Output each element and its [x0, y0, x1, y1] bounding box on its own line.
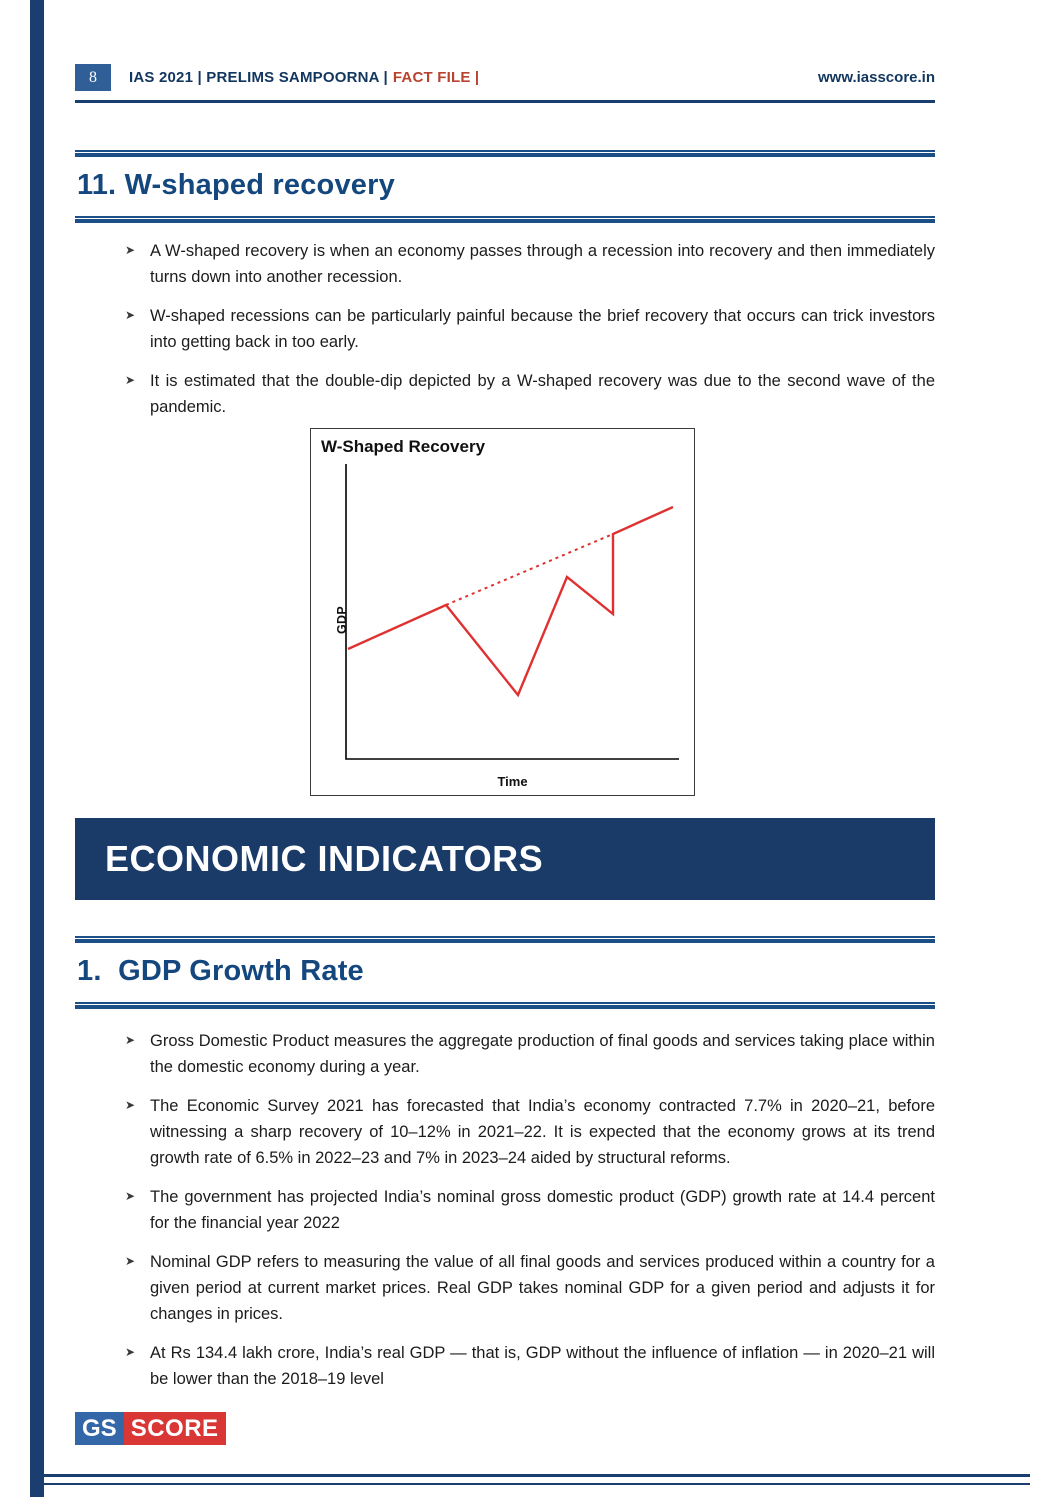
gs-score-logo	[75, 1412, 226, 1445]
logo-score: SCORE	[124, 1412, 226, 1445]
bullet-arrow-icon: ➤	[125, 373, 136, 387]
section-title-gdp: 1. GDP Growth Rate	[77, 955, 364, 987]
section-rule-top	[75, 150, 935, 157]
page-header	[75, 64, 935, 103]
chart-ylabel: GDP	[335, 606, 349, 634]
bullet-text: At Rs 134.4 lakh crore, India’s real GDP — that is, GDP without the influence of inflation — in 2020–21 will be lower than the 2018–19 level	[150, 1344, 935, 1388]
bullet-arrow-icon: ➤	[125, 1345, 136, 1359]
list-item	[75, 1093, 935, 1171]
list-item	[75, 238, 935, 290]
section-title-w-recovery: 11. W-shaped recovery	[77, 169, 395, 201]
list-item	[75, 303, 935, 355]
footer-rule-top	[30, 1474, 1030, 1477]
section-w-recovery-heading	[75, 150, 935, 223]
list-item	[75, 1340, 935, 1392]
section-gdp-heading	[75, 936, 935, 1009]
bullet-arrow-icon: ➤	[125, 1189, 136, 1203]
gdp-bullet-list	[75, 1028, 935, 1405]
bullet-arrow-icon: ➤	[125, 1098, 136, 1112]
list-item	[75, 1028, 935, 1080]
header-website: www.iasscore.in	[818, 69, 935, 86]
list-item	[75, 1249, 935, 1327]
left-accent-strip	[30, 0, 44, 1497]
section-rule-bottom	[75, 1002, 935, 1009]
bullet-arrow-icon: ➤	[125, 308, 136, 322]
page-number-badge: 8	[75, 64, 111, 91]
footer-rule-bottom	[30, 1483, 1030, 1485]
list-item	[75, 368, 935, 420]
bullet-arrow-icon: ➤	[125, 1254, 136, 1268]
list-item	[75, 1184, 935, 1236]
bullet-text: A W-shaped recovery is when an economy passes through a recession into recovery and then immediately turns down into another recession.	[150, 242, 935, 286]
chart-xlabel: Time	[497, 774, 528, 789]
bullet-arrow-icon: ➤	[125, 243, 136, 257]
section-rule-bottom	[75, 216, 935, 223]
bullet-text: It is estimated that the double-dip depicted by a W-shaped recovery was due to the second wave of the pandemic.	[150, 372, 935, 416]
section-rule-top	[75, 936, 935, 943]
w-chart-svg	[311, 429, 696, 797]
w-shaped-recovery-chart	[310, 428, 695, 796]
header-fact-file-label: FACT FILE |	[392, 69, 480, 86]
header-title: IAS 2021 | PRELIMS SAMPOORNA |	[129, 69, 388, 86]
chart-title: W-Shaped Recovery	[321, 437, 486, 456]
logo-gs: GS	[75, 1412, 124, 1445]
bullet-text: Nominal GDP refers to measuring the value of all final goods and services produced within a country for a given period at current market prices. Real GDP takes nominal GDP for a given period and adjusts it for changes in prices.	[150, 1253, 935, 1323]
bullet-text: The government has projected India’s nominal gross domestic product (GDP) growth rate at 14.4 percent for the financial year 2022	[150, 1188, 935, 1232]
bullet-text: Gross Domestic Product measures the aggregate production of final goods and services taking place within the domestic economy during a year.	[150, 1032, 935, 1076]
bullet-arrow-icon: ➤	[125, 1033, 136, 1047]
bullet-text: W-shaped recessions can be particularly painful because the brief recovery that occurs can trick investors into getting back in too early.	[150, 307, 935, 351]
footer-rules	[30, 1474, 1030, 1485]
section-banner: ECONOMIC INDICATORS	[75, 818, 935, 900]
w-recovery-bullet-list	[75, 238, 935, 433]
bullet-text: The Economic Survey 2021 has forecasted that India’s economy contracted 7.7% in 2020–21, before witnessing a sharp recovery of 10–12% in 2021–22. It is expected that the economy grows at its trend growth rate of 6.5% in 2022–23 and 7% in 2023–24 aided by structural reforms.	[150, 1097, 935, 1167]
